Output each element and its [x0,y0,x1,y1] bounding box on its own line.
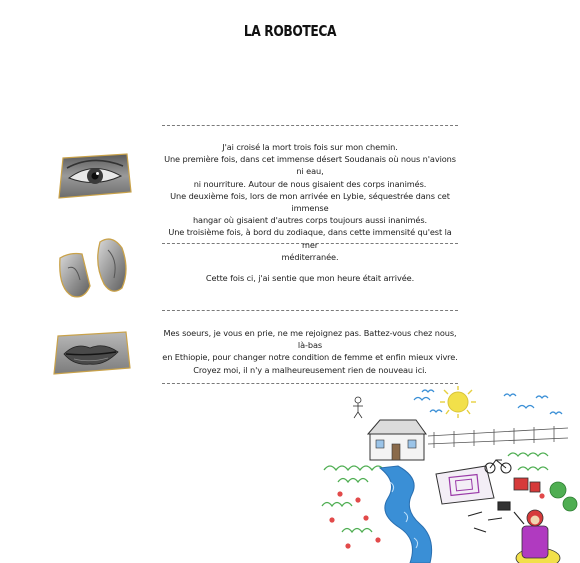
child-drawing-illustration [318,386,580,563]
trees-icon [550,482,577,511]
paragraph-2: Cette fois ci, j'ai sentie que mon heure était arrivée. [205,273,415,283]
red-crate-icon [514,478,540,492]
river-icon [380,466,432,563]
grass-icon [322,453,548,532]
divider-4 [162,383,458,384]
bicycle-icon [485,460,511,473]
paragraph-1: J'ai croisé la mort trois fois sur mon chemin. Une première fois, dans cet immense désert Soudanais où nous n'avions ni eau, ni nourriture. Autour de nous gisaient des corps inanimés. Une deuxième fois, lors de mon arrivée en Lybie, séquestrée dans cet immense hangar où gisaient d'autres corps toujours aussi inanimés. Une troisième fois, à bord du zodiaque, dans cette immensité qu'est la mer méditerranée. [164,142,456,262]
birds-icon [414,390,562,414]
woman-figure-icon [516,510,560,563]
tools-icon [468,502,524,532]
lips-collage-icon [52,330,132,376]
eye-collage-icon [55,152,133,200]
page-title: LA ROBOTECA [243,22,337,40]
paragraph-3: Mes soeurs, je vous en prie, ne me rejoignez pas. Battez-vous chez nous, là-bas en Ethiopie, pour changer notre condition de femme et enfin mieux vivre. Croyez moi, il n'y a malheureusement rien de nouveau ici. [162,328,458,375]
divider-1 [162,125,458,126]
divider-2 [162,243,458,244]
house-icon [368,420,426,460]
sun-icon [440,386,476,418]
garden-plot-icon [436,466,494,504]
divider-3 [162,310,458,311]
flowers-icon [329,483,544,548]
fence-icon [428,426,568,448]
ear-collage-icon [50,234,140,306]
stick-figure-icon [353,397,363,418]
